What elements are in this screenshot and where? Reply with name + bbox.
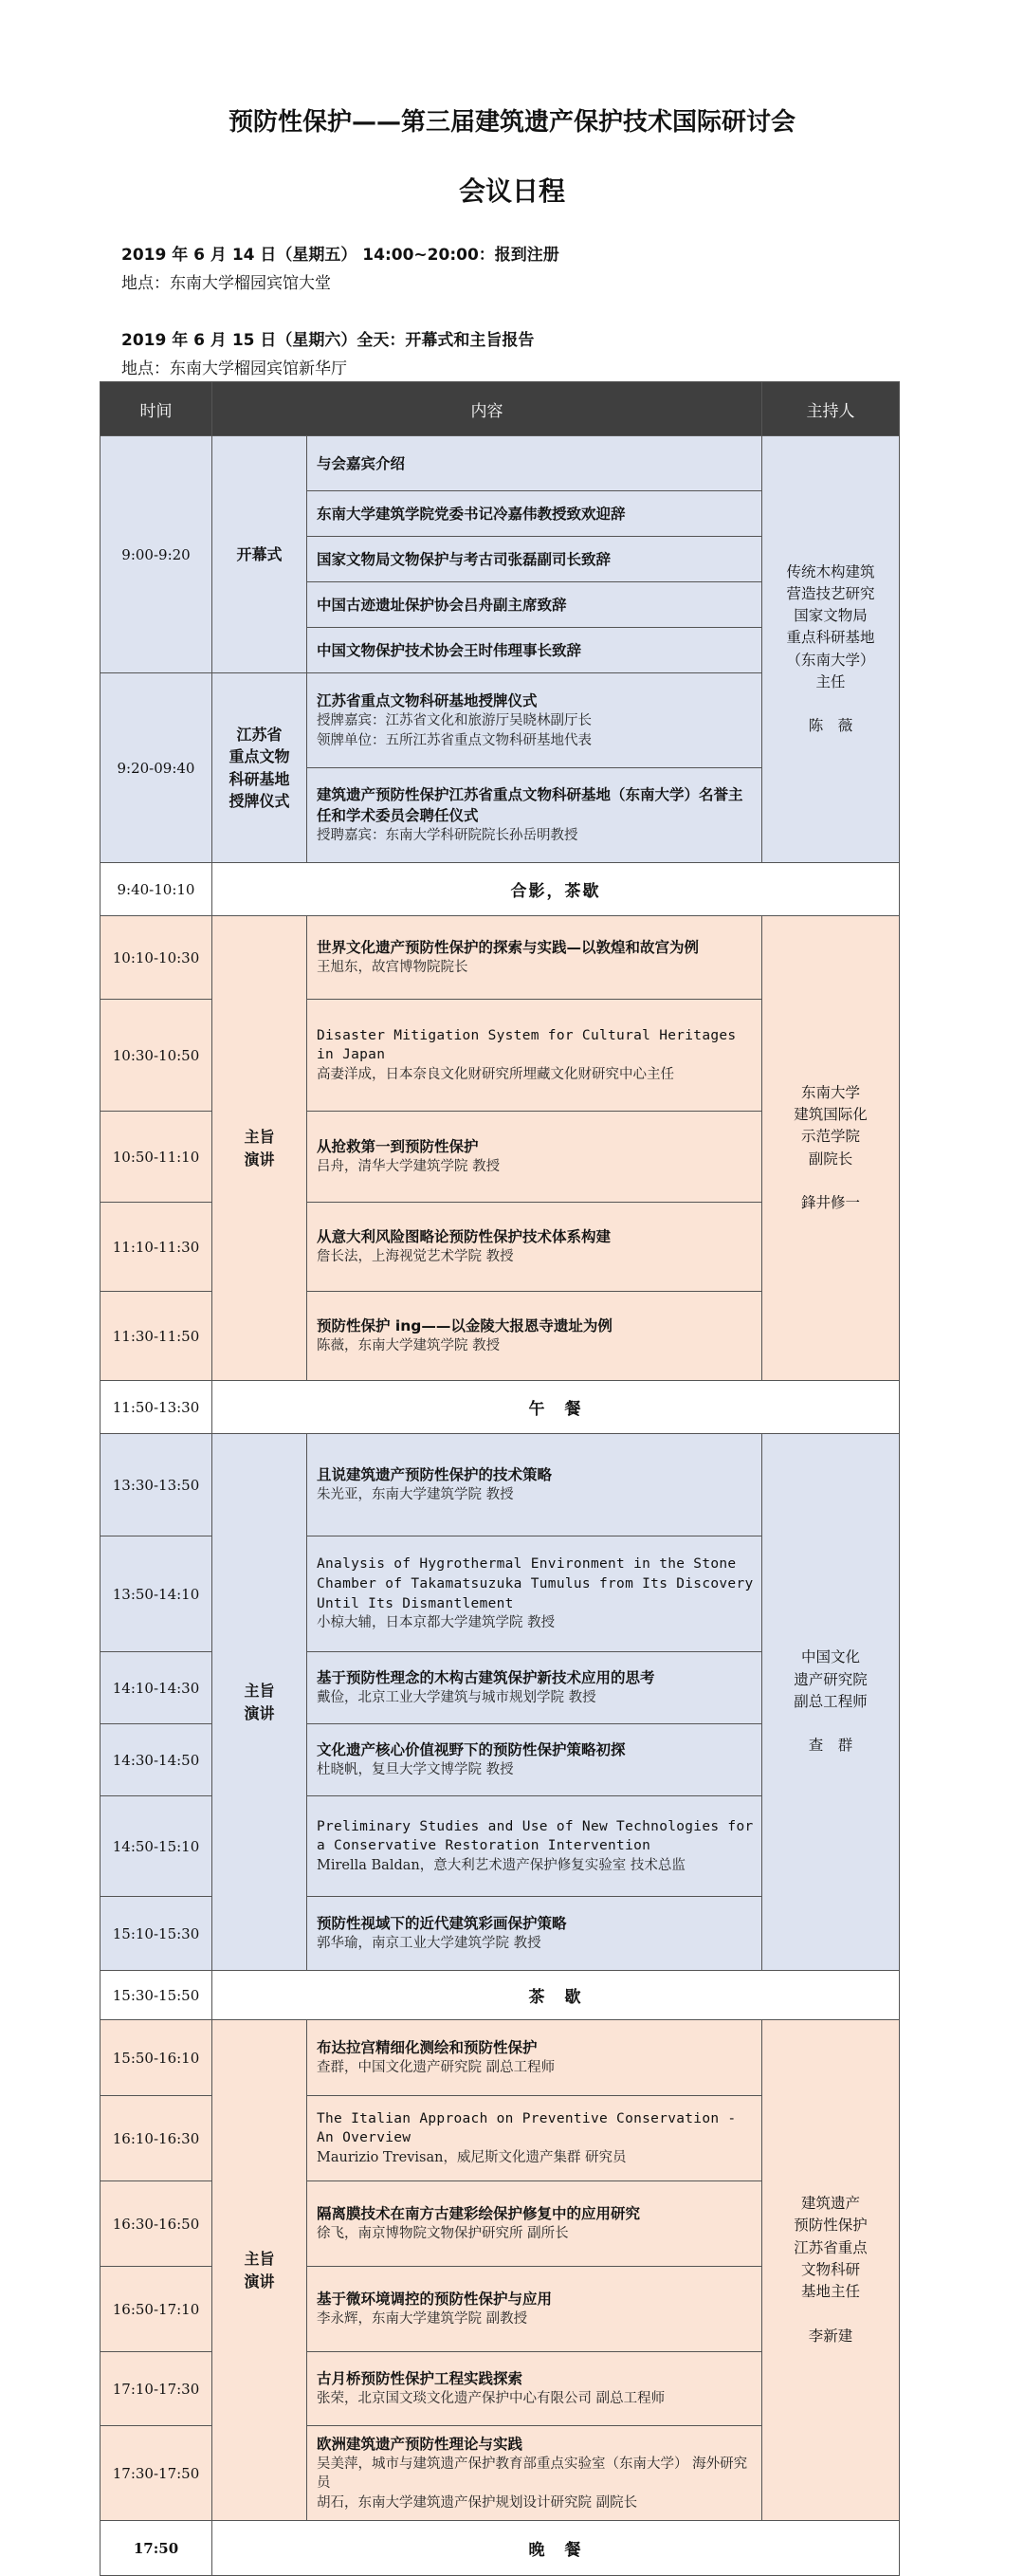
host-line xyxy=(762,2303,899,2325)
section-line: 演讲 xyxy=(244,1150,275,1168)
item-title: 中国文物保护技术协会王时伟理事长致辞 xyxy=(317,641,582,659)
schedule-header-row xyxy=(101,382,900,436)
host-line: 国家文物局 xyxy=(794,607,868,624)
item-speaker: 胡石，东南大学建筑遗产保护规划设计研究院 副院长 xyxy=(317,2494,638,2511)
item-speaker: Maurizio Trevisan，威尼斯文化遗产集群 研究员 xyxy=(317,2149,627,2165)
agenda-item xyxy=(307,2352,762,2426)
section-line: 主旨 xyxy=(244,2250,275,2269)
break-label: 晚 餐 xyxy=(212,2521,900,2576)
item-title: 文化遗产核心价值视野下的预防性保护策略初探 xyxy=(317,1741,626,1759)
item-title: 欧洲建筑遗产预防性理论与实践 xyxy=(317,2435,523,2453)
time-cell: 17:50 xyxy=(101,2521,212,2576)
host-line xyxy=(762,1170,899,1192)
agenda-item xyxy=(307,1434,762,1536)
host-line: （东南大学） xyxy=(786,651,875,669)
item-title: 与会嘉宾介绍 xyxy=(317,454,406,472)
host-line: 预防性保护 xyxy=(794,2217,868,2235)
time-cell: 13:50-14:10 xyxy=(101,1536,212,1652)
time-cell: 16:10-16:30 xyxy=(101,2096,212,2181)
item-title: 隔离膜技术在南方古建彩绘保护修复中的应用研究 xyxy=(317,2205,641,2223)
host-line: 副院长 xyxy=(808,1150,853,1168)
item-speaker: 授牌嘉宾：江苏省文化和旅游厅吴晓林副厅长 xyxy=(317,712,592,728)
host-line: 文物科研 xyxy=(800,2260,860,2278)
agenda-item xyxy=(307,2426,762,2521)
agenda-item xyxy=(307,491,762,537)
item-title: 东南大学建筑学院党委书记冷嘉伟教授致欢迎辞 xyxy=(317,505,626,523)
item-speaker: 朱光亚，东南大学建筑学院 教授 xyxy=(317,1487,514,1503)
item-title: 基于微环境调控的预防性保护与应用 xyxy=(317,2291,553,2309)
time-cell: 11:10-11:30 xyxy=(101,1203,212,1292)
agenda-item xyxy=(307,1652,762,1724)
item-speaker: 张荣，北京国文琰文化遗产保护中心有限公司 副总工程师 xyxy=(317,2391,666,2407)
item-speaker: 王旭东，故宫博物院院长 xyxy=(317,960,468,976)
section-cell xyxy=(212,673,307,863)
break-row xyxy=(101,1381,900,1434)
break-row xyxy=(101,2521,900,2576)
host-line: 营造技艺研究 xyxy=(786,584,875,602)
agenda-item xyxy=(307,1796,762,1897)
time-cell: 16:30-16:50 xyxy=(101,2181,212,2267)
item-title: Analysis of Hygrothermal Environment in the Stone Chamber of Takamatsuzuka Tumulus from Its Discovery Until Its Dismantlement xyxy=(317,1556,754,1611)
item-speaker: 吕舟，清华大学建筑学院 教授 xyxy=(317,1159,501,1175)
host-cell xyxy=(762,916,900,1381)
item-speaker: Mirella Baldan，意大利艺术遗产保护修复实验室 技术总监 xyxy=(317,1857,686,1873)
host-line: 查 群 xyxy=(808,1737,853,1755)
host-cell xyxy=(762,2020,900,2521)
host-line: 江苏省重点 xyxy=(794,2238,868,2256)
agenda-item xyxy=(307,1536,762,1652)
item-title: 基于预防性理念的木构古建筑保护新技术应用的思考 xyxy=(317,1669,655,1687)
agenda-item xyxy=(307,628,762,673)
time-cell: 16:50-17:10 xyxy=(101,2267,212,2352)
time-cell: 13:30-13:50 xyxy=(101,1434,212,1536)
item-title: Disaster Mitigation System for Cultural Heritages in Japan xyxy=(317,1027,737,1063)
item-speaker: 杜晓帆，复旦大学文博学院 教授 xyxy=(317,1762,514,1778)
item-title: The Italian Approach on Preventive Conservation - An Overview xyxy=(317,2110,737,2146)
host-line xyxy=(762,1713,899,1735)
time-cell: 9:20-09:40 xyxy=(101,673,212,863)
break-label: 茶 歇 xyxy=(212,1971,900,2020)
item-speaker: 郭华瑜，南京工业大学建筑学院 教授 xyxy=(317,1936,541,1952)
host-line: 陈 薇 xyxy=(808,717,853,735)
agenda-item xyxy=(307,1112,762,1203)
section-line: 授牌仪式 xyxy=(229,791,290,810)
agenda-item xyxy=(307,436,762,491)
time-cell: 11:30-11:50 xyxy=(101,1292,212,1381)
agenda-item xyxy=(307,2267,762,2352)
item-title: 古月桥预防性保护工程实践探索 xyxy=(317,2370,523,2388)
table-row xyxy=(101,436,900,491)
agenda-item xyxy=(307,537,762,582)
item-speaker: 李永辉，东南大学建筑学院 副教授 xyxy=(317,2311,528,2328)
host-line: 李新建 xyxy=(808,2327,853,2345)
agenda-item xyxy=(307,2020,762,2096)
section-line: 演讲 xyxy=(244,2272,275,2291)
time-cell: 14:30-14:50 xyxy=(101,1724,212,1796)
header-content: 内容 xyxy=(212,382,762,436)
table-row xyxy=(101,916,900,1000)
item-title: 预防性视域下的近代建筑彩画保护策略 xyxy=(317,1915,567,1933)
agenda-item xyxy=(307,1292,762,1381)
host-line xyxy=(762,693,899,715)
agenda-item xyxy=(307,673,762,768)
section-line: 演讲 xyxy=(244,1703,275,1722)
day1-venue: 地点：东南大学榴园宾馆大堂 xyxy=(121,274,331,293)
host-line: 遗产研究院 xyxy=(794,1670,868,1688)
header-time: 时间 xyxy=(101,382,212,436)
day2-schedule-line: 2019 年 6 月 15 日（星期六）全天：开幕式和主旨报告 xyxy=(121,331,535,350)
item-speaker: 吴美萍，城市与建筑遗产保护教育部重点实验室（东南大学） 海外研究员 xyxy=(317,2456,748,2492)
host-line: 传统木构建筑 xyxy=(786,562,875,580)
item-title: 建筑遗产预防性保护江苏省重点文物科研基地（东南大学）名誉主任和学术委员会聘任仪式 xyxy=(317,786,743,825)
agenda-item xyxy=(307,916,762,1000)
item-speaker: 詹长法，上海视觉艺术学院 教授 xyxy=(317,1249,514,1265)
host-line: 东南大学 xyxy=(800,1083,860,1101)
item-title: 从抢救第一到预防性保护 xyxy=(317,1138,479,1156)
header-host: 主持人 xyxy=(762,382,900,436)
section-line: 主旨 xyxy=(244,1128,275,1147)
day2-venue: 地点：东南大学榴园宾馆新华厅 xyxy=(121,359,347,378)
section-line: 重点文物 xyxy=(229,747,290,766)
break-label: 合影，茶歇 xyxy=(212,863,900,916)
host-line: 鋒井修一 xyxy=(800,1194,860,1211)
agenda-item xyxy=(307,1724,762,1796)
agenda-item xyxy=(307,582,762,628)
item-title: 江苏省重点文物科研基地授牌仪式 xyxy=(317,691,538,709)
item-title: Preliminary Studies and Use of New Technologies for a Conservative Restoration Intervention xyxy=(317,1818,754,1854)
item-speaker: 陈薇，东南大学建筑学院 教授 xyxy=(317,1338,501,1354)
time-cell: 15:50-16:10 xyxy=(101,2020,212,2096)
item-speaker: 查群，中国文化遗产研究院 副总工程师 xyxy=(317,2060,556,2076)
break-row xyxy=(101,1971,900,2020)
item-title: 布达拉宫精细化测绘和预防性保护 xyxy=(317,2039,538,2057)
break-row xyxy=(101,863,900,916)
section-cell xyxy=(212,916,307,1381)
item-title: 且说建筑遗产预防性保护的技术策略 xyxy=(317,1466,553,1484)
section-cell xyxy=(212,2020,307,2521)
host-line: 重点科研基地 xyxy=(786,629,875,647)
agenda-item xyxy=(307,1203,762,1292)
item-speaker: 戴俭，北京工业大学建筑与城市规划学院 教授 xyxy=(317,1690,596,1706)
host-line: 示范学院 xyxy=(800,1128,860,1146)
agenda-item xyxy=(307,2096,762,2181)
time-cell: 11:50-13:30 xyxy=(101,1381,212,1434)
agenda-item xyxy=(307,1000,762,1112)
time-cell: 10:10-10:30 xyxy=(101,916,212,1000)
host-line: 副总工程师 xyxy=(794,1692,868,1710)
section-cell xyxy=(212,1434,307,1971)
section-line: 江苏省 xyxy=(236,726,283,745)
section-line: 科研基地 xyxy=(229,769,290,788)
time-cell: 15:30-15:50 xyxy=(101,1971,212,2020)
conference-title: 预防性保护——第三届建筑遗产保护技术国际研讨会 xyxy=(228,108,795,137)
time-cell: 9:40-10:10 xyxy=(101,863,212,916)
day1-schedule-line: 2019 年 6 月 14 日（星期五） 14:00~20:00：报到注册 xyxy=(121,246,559,265)
item-speaker: 小椋大辅，日本京都大学建筑学院 教授 xyxy=(317,1615,556,1631)
host-cell xyxy=(762,1434,900,1971)
item-speaker: 领牌单位：五所江苏省重点文物科研基地代表 xyxy=(317,732,592,748)
item-title: 预防性保护 ing——以金陵大报恩寺遗址为例 xyxy=(317,1317,613,1335)
time-cell: 10:50-11:10 xyxy=(101,1112,212,1203)
time-cell: 14:50-15:10 xyxy=(101,1796,212,1897)
host-line: 基地主任 xyxy=(800,2283,860,2301)
host-line: 主任 xyxy=(815,672,846,690)
time-cell: 14:10-14:30 xyxy=(101,1652,212,1724)
host-line: 建筑国际化 xyxy=(794,1106,868,1123)
item-speaker: 高妻洋成，日本奈良文化财研究所埋藏文化财研究中心主任 xyxy=(317,1066,674,1082)
item-title: 中国古迹遗址保护协会吕舟副主席致辞 xyxy=(317,596,567,614)
table-row xyxy=(101,1434,900,1536)
section-cell: 开幕式 xyxy=(212,436,307,673)
time-cell: 9:00-9:20 xyxy=(101,436,212,673)
item-title: 国家文物局文物保护与考古司张磊副司长致辞 xyxy=(317,550,612,568)
host-line: 建筑遗产 xyxy=(800,2195,860,2213)
item-speaker: 授聘嘉宾：东南大学科研院院长孙岳明教授 xyxy=(317,828,578,844)
agenda-item xyxy=(307,2181,762,2267)
host-cell xyxy=(762,436,900,863)
item-title: 世界文化遗产预防性保护的探索与实践—以敦煌和故宫为例 xyxy=(317,939,700,957)
break-label: 午 餐 xyxy=(212,1381,900,1434)
time-cell: 15:10-15:30 xyxy=(101,1897,212,1971)
item-speaker: 徐飞，南京博物院文物保护研究所 副所长 xyxy=(317,2226,569,2242)
time-cell: 10:30-10:50 xyxy=(101,1000,212,1112)
agenda-title: 会议日程 xyxy=(458,175,565,207)
agenda-item xyxy=(307,1897,762,1971)
item-title: 从意大利风险图略论预防性保护技术体系构建 xyxy=(317,1228,612,1246)
agenda-item xyxy=(307,768,762,863)
time-cell: 17:10-17:30 xyxy=(101,2352,212,2426)
time-cell: 17:30-17:50 xyxy=(101,2426,212,2521)
host-line: 中国文化 xyxy=(800,1648,860,1666)
section-line: 主旨 xyxy=(244,1682,275,1701)
schedule-table xyxy=(100,381,900,2576)
table-row xyxy=(101,2020,900,2096)
